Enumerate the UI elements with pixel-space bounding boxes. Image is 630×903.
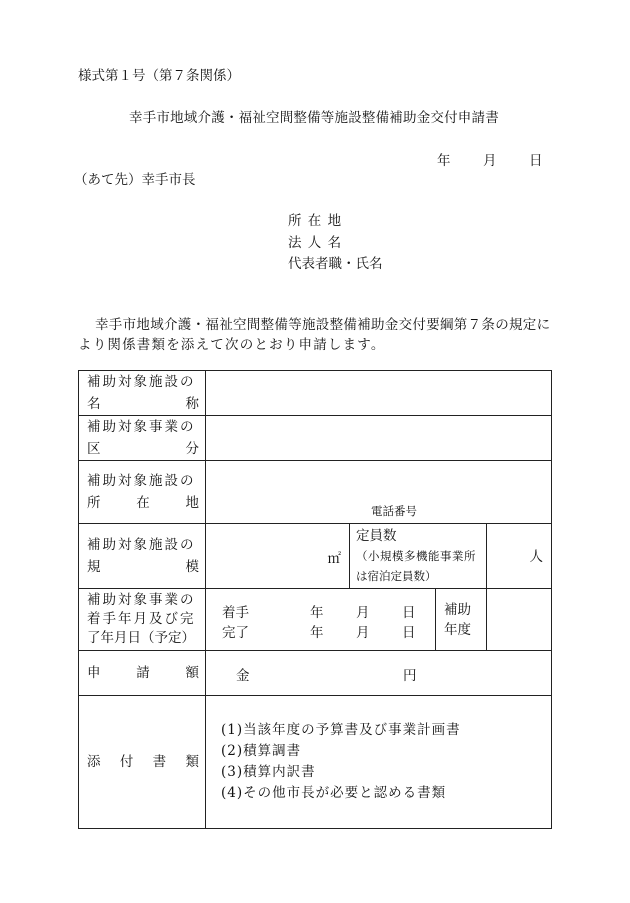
application-amount-field[interactable]: [206, 651, 552, 696]
list-item: (2)積算調書: [221, 743, 302, 759]
start-day-unit: 日: [402, 605, 416, 621]
subsidy-year-label: 補助 年度: [436, 589, 487, 651]
list-item: (1)当該年度の予算書及び事業計画書: [221, 722, 461, 738]
applicant-address-label: 所 在 地: [288, 213, 343, 229]
date-year: 年: [437, 153, 451, 169]
form-number: 様式第１号（第７条関係）: [78, 68, 240, 84]
end-month-unit: 月: [356, 625, 370, 641]
list-item: (4)その他市長が必要と認める書類: [221, 785, 447, 801]
project-period-field[interactable]: [206, 589, 436, 651]
table-row: [79, 416, 552, 461]
applicant-representative-label: 代表者職・氏名: [288, 256, 383, 272]
list-item: (3)積算内訳書: [221, 764, 316, 780]
facility-name-label: 補助対象施設の 名 称: [79, 371, 206, 416]
start-year-unit: 年: [310, 605, 324, 621]
table-row: [79, 696, 552, 829]
table-row: [79, 461, 552, 524]
body-text-line2: より関係書類を添えて次のとおり申請します。: [78, 337, 386, 353]
phone-number-label: 電話番号: [371, 504, 417, 518]
date-day: 日: [529, 153, 543, 169]
table-row: [79, 524, 552, 589]
capacity-label: 定員数 （小規模多機能事業所 は宿泊定員数）: [350, 524, 487, 589]
facility-address-label: 補助対象施設の 所 在 地: [79, 461, 206, 524]
end-day-unit: 日: [402, 625, 416, 641]
application-form-table: [78, 370, 552, 829]
start-month-unit: 月: [356, 605, 370, 621]
attachments-list: [206, 696, 552, 829]
subsidy-year-field[interactable]: [487, 589, 552, 651]
end-year-unit: 年: [310, 625, 324, 641]
applicant-corporation-label: 法 人 名: [288, 235, 343, 251]
facility-address-field[interactable]: [206, 461, 552, 524]
floor-area-field[interactable]: [206, 524, 350, 589]
project-category-field[interactable]: [206, 416, 552, 461]
facility-name-field[interactable]: [206, 371, 552, 416]
facility-scale-label: 補助対象施設の 規 模: [79, 524, 206, 589]
person-unit: 人: [529, 549, 543, 565]
yen-unit: 円: [403, 668, 417, 684]
attachments-label: 添 付 書 類: [79, 696, 206, 829]
kin-label: 金: [236, 668, 250, 684]
addressee: （あて先）幸手市長: [74, 172, 196, 188]
capacity-field[interactable]: [487, 524, 552, 589]
area-unit: ㎡: [327, 551, 341, 567]
table-row: [79, 589, 552, 651]
application-amount-label: 申 請 額: [79, 651, 206, 696]
document-title: 幸手市地域介護・福祉空間整備等施設整備補助金交付申請書: [129, 110, 499, 126]
table-row: [79, 371, 552, 416]
end-label: 完了: [222, 625, 249, 641]
table-row: [79, 651, 552, 696]
start-label: 着手: [222, 605, 249, 621]
project-category-label: 補助対象事業の 区 分: [79, 416, 206, 461]
body-text-line1: 幸手市地域介護・福祉空間整備等施設整備補助金交付要綱第７条の規定に: [95, 317, 551, 333]
date-month: 月: [483, 153, 497, 169]
project-period-label: 補助対象事業の 着手年月及び完 了年月日（予定）: [79, 589, 206, 651]
